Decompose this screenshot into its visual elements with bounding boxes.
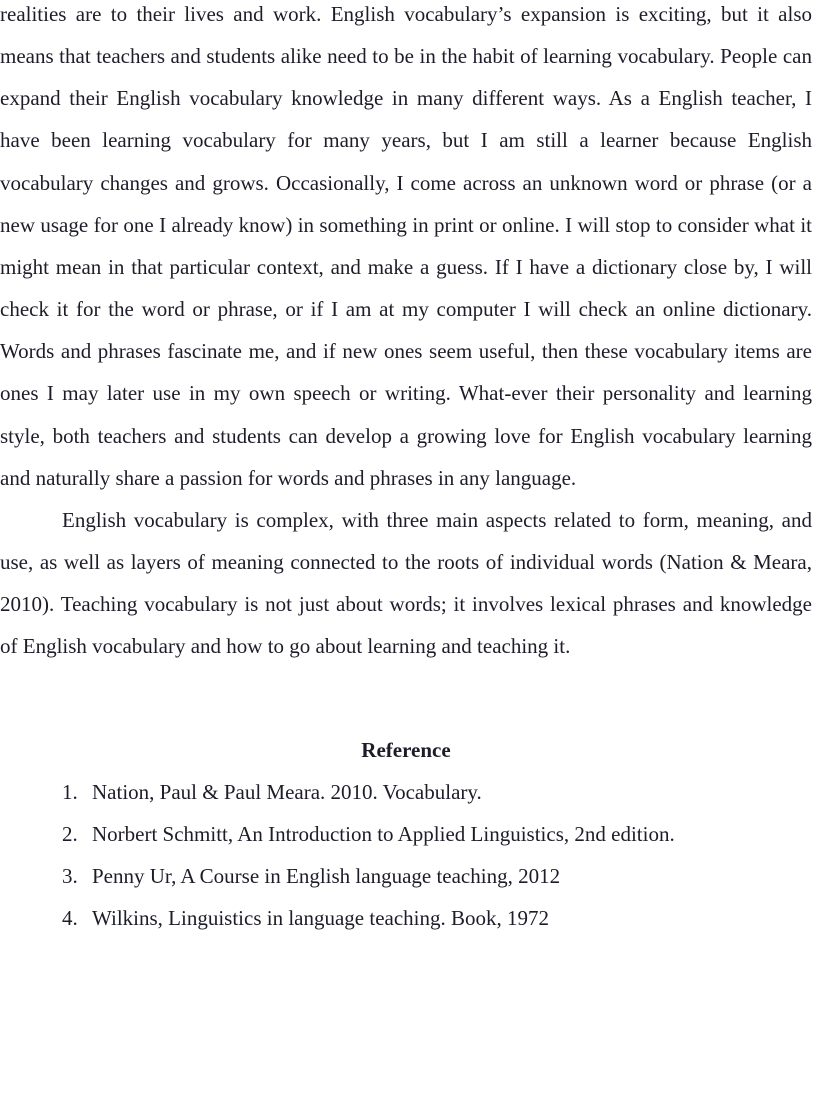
reference-text: Wilkins, Linguistics in language teaching. Book, 1972 (92, 905, 550, 930)
reference-text: Nation, Paul & Paul Meara. 2010. Vocabulary. (92, 779, 482, 804)
reference-text: Norbert Schmitt, An Introduction to Applied Linguistics, 2nd edition. (92, 821, 675, 846)
reference-list (0, 771, 812, 939)
reference-item (0, 897, 812, 939)
reference-number: 3. (62, 863, 78, 888)
reference-item (0, 771, 812, 813)
reference-item (0, 855, 812, 897)
reference-item (0, 813, 812, 855)
body-paragraph-1: realities are to their lives and work. English vocabulary’s expansion is exciting, but it also means that teachers and students alike need to be in the habit of learning vocabulary. People can expand their English vocabulary knowledge in many different ways. As a English teacher, I have been learning vocabulary for many years, but I am still a learner because English vocabulary changes and grows. Occasionally, I come across an unknown word or phrase (or a new usage for one I already know) in something in print or online. I will stop to consider what it might mean in that particular context, and make a guess. If I have a dictionary close by, I will check it for the word or phrase, or if I am at my computer I will check an online dictionary. Words and phrases fascinate me, and if new ones seem useful, then these vocabulary items are ones I may later use in my own speech or writing. What-ever their personality and learning style, both teachers and students can develop a growing love for English vocabulary learning and naturally share a passion for words and phrases in any language. (0, 2, 812, 490)
reference-heading: Reference (361, 737, 451, 762)
reference-number: 4. (62, 905, 78, 930)
reference-number: 1. (62, 779, 78, 804)
body-paragraph-2: English vocabulary is complex, with three main aspects related to form, meaning, and use, as well as layers of meaning connected to the roots of individual words (Nation & Meara, 2010). Teaching vocabulary is not just about words; it involves lexical phrases and knowledge of English vocabulary and how to go about learning and teaching it. (0, 507, 812, 659)
reference-text: Penny Ur, A Course in English language teaching, 2012 (92, 863, 561, 888)
reference-number: 2. (62, 821, 78, 846)
